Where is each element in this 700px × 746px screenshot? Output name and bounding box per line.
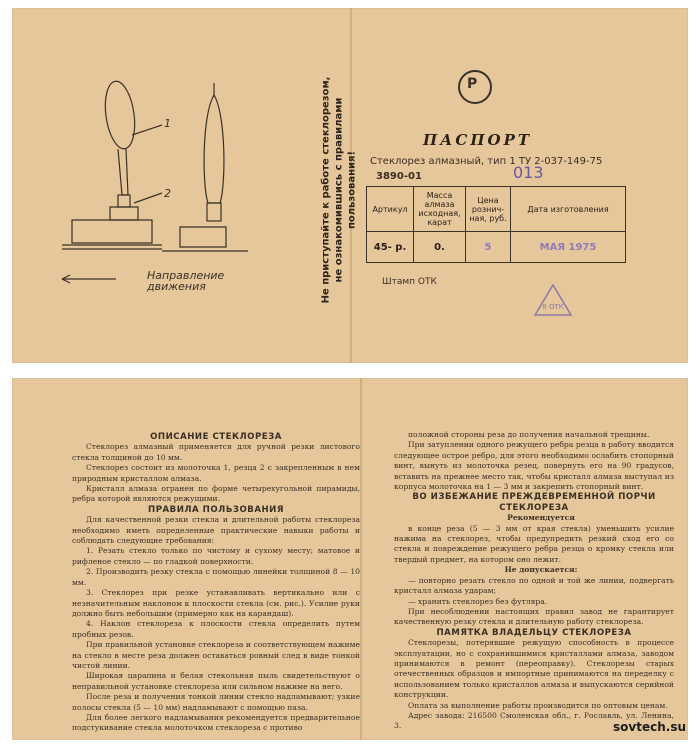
paragraph: Рекомендуется bbox=[507, 513, 575, 523]
header-article: Артикул bbox=[367, 187, 414, 232]
paragraph: 2. Производить резку стекла с помощью линейки толщиной 8 — 10 мм. bbox=[72, 567, 360, 587]
cell-date: МАЯ 1975 bbox=[511, 232, 626, 263]
warning-line-2: не ознакомившись с правилами пользования! bbox=[333, 97, 358, 283]
paragraph: — хранить стеклорез без футляра. bbox=[408, 596, 548, 606]
paragraph: Кристалл алмаза огранен по форме четырехугольной пирамиды, ребра которой являются режущими. bbox=[72, 484, 360, 504]
fold-line bbox=[360, 378, 362, 740]
paragraph: Оплата за выполнение работы производится по оптовым ценам. bbox=[408, 700, 668, 710]
cutter-drawing bbox=[52, 75, 252, 300]
otk-label: Штамп ОТК bbox=[382, 277, 437, 287]
cell-price: 5 bbox=[466, 232, 511, 263]
factory-logo-icon bbox=[458, 70, 492, 104]
section-heading: ПАМЯТКА ВЛАДЕЛЬЦУ СТЕКЛОРЕЗА bbox=[436, 627, 632, 638]
section-heading: ПРАВИЛА ПОЛЬЗОВАНИЯ bbox=[148, 504, 284, 515]
paragraph: При правильной установке стеклореза и соответствующем нажиме на стекло в месте реза должен оставаться ровный след в виде тонкой чистой линии. bbox=[72, 640, 360, 670]
spec-table bbox=[366, 186, 626, 263]
section-heading: ВО ИЗБЕЖАНИЕ ПРЕЖДЕВРЕМЕННОЙ ПОРЧИ СТЕКЛОРЕЗА bbox=[412, 492, 656, 513]
warning-line-1: Не приступайте к работе стеклорезом, bbox=[320, 76, 332, 304]
glass-cutter-diagram bbox=[52, 75, 252, 300]
paragraph: положной стороны реза до получения начальной трещины. bbox=[408, 430, 650, 439]
paragraph: в конце реза (5 — 3 мм от края стекла) уменьшить усилие нажима на стеклорез, чтобы предупредить резкий сход его со стекла и повреждение режущего ребра резца о кромку стекла или твердый предмет, на котором оно лежит. bbox=[394, 523, 674, 564]
passport-title: ПАСПОРТ bbox=[423, 131, 533, 149]
paragraph: При затуплении одного режущего ребра резца в работу вводится следующее острое ребро, для этого необходимо ослабить стопорный винт, вынуть из молоточка резец, повернуть его на 90 градусов, вставить на прежнее место так, чтобы кристалл алмаза выступал из корпуса молоточка на 1 — 3 мм и закрепить стопорный винт. bbox=[394, 440, 674, 492]
direction-label: Направление движения bbox=[147, 269, 225, 293]
instructions-right-column bbox=[394, 430, 674, 732]
warning-vertical bbox=[316, 60, 362, 320]
header-mass: Масса алмаза исходная, карат bbox=[414, 187, 466, 232]
paragraph: 4. Наклон стеклореза к плоскости стекла определить путем пробных резов. bbox=[72, 619, 360, 639]
ink-stamp-number: 013 bbox=[513, 163, 544, 182]
paragraph: 3. Стеклорез при резке устанавливать вертикально или с незначительным наклоном к плоскости стекла (см. рис.). Усилие руки должно быть небольшим (примерно как на карандаш). bbox=[72, 588, 360, 618]
instructions-left-column bbox=[72, 432, 360, 734]
paragraph: Стеклорез состоит из молоточка 1, резца 2 с закрепленным в нем природным кристаллом алмаза. bbox=[72, 463, 360, 483]
product-subtitle: Стеклорез алмазный, тип 1 ТУ 2-037-149-75 bbox=[370, 156, 603, 167]
label-hammer: 1 bbox=[164, 117, 171, 130]
header-date: Дата изготовления bbox=[511, 187, 626, 232]
paragraph: Не допускается: bbox=[504, 565, 578, 575]
site-watermark: sovtech.su bbox=[613, 720, 686, 734]
header-price: Цена рознич-ная, руб. bbox=[466, 187, 511, 232]
paragraph: — повторно резать стекло по одной и той же линии, подвергать кристалл алмаза ударам; bbox=[394, 575, 674, 596]
otk-stamp-text: 8 ОТК bbox=[542, 303, 564, 311]
section-heading: ОПИСАНИЕ СТЕКЛОРЕЗА bbox=[150, 432, 282, 442]
model-number: 3890-01 bbox=[376, 171, 422, 182]
paragraph: Для качественной резки стекла и длительной работы стеклореза необходимо иметь определенные практические навыки работы и соблюдать следующие требования: bbox=[72, 515, 360, 546]
paragraph: 1. Резать стекло только по чистому и сухому месту; матовое и рифленое стекло — по гладкой поверхности. bbox=[72, 546, 360, 566]
otk-stamp-icon bbox=[533, 283, 573, 317]
label-cutter: 2 bbox=[164, 187, 171, 200]
logo-glyph: Р bbox=[467, 76, 478, 92]
paragraph: Стеклорез алмазный применяется для ручной резки листового стекла толщиной до 10 мм. bbox=[72, 442, 360, 462]
paragraph: Стеклорезы, потерявшие режущую способность в процессе эксплуатации, но с сохранившимися кристаллами алмаза, заводом принимаются в ремонт (переоправку). Стеклорезы старых отечественных образцов и импортные принимаются на переделку с использованием только кристаллов алмаза и выпускаются серийной конструкции. bbox=[394, 638, 674, 700]
paragraph: Для более легкого надламывания рекомендуется предварительное подстукивание стекла молоточком стеклореза с противо bbox=[72, 712, 360, 733]
paragraph: Широкая царапина и белая стекольная пыль свидетельствуют о неправильной установке стеклореза или сильном нажиме на него. bbox=[72, 671, 360, 691]
cell-article: 45- р. bbox=[367, 232, 414, 263]
paragraph: После реза и получения тонкой линии стекло надламывают; узкие полосы стекла (5 — 10 мм) надламывают с помощью паза. bbox=[72, 692, 360, 712]
cell-mass: 0. bbox=[414, 232, 466, 263]
paragraph: При несоблюдении настоящих правил завод не гарантирует качественную резку стекла и длительную работу стеклореза. bbox=[394, 606, 674, 627]
paragraph: Адрес завода: 216500 Смоленская обл., г. Рославль, ул. Ленина, 3. bbox=[394, 710, 674, 731]
